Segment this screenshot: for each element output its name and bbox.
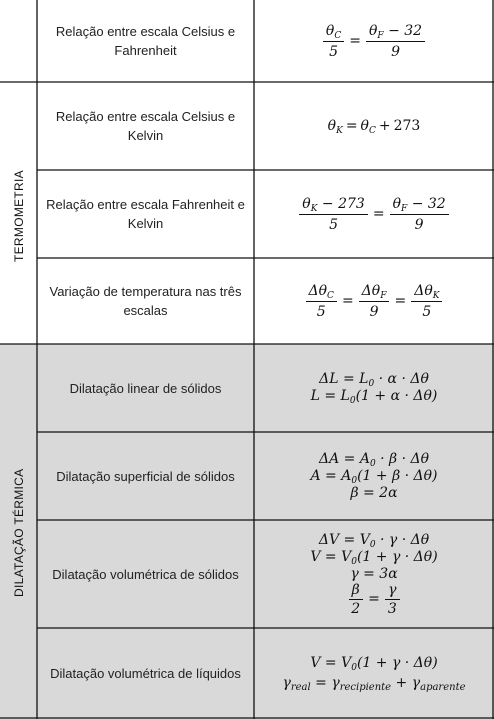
formula-fahrenheit-kelvin: $\frac{\theta_K - 273}{5}$ = $\frac{\theta_F - 32}{9}$	[297, 196, 450, 233]
row-1-formula	[254, 0, 494, 82]
formula-beta-gamma-ratio: $\frac{\beta}{2}$ = $\frac{\gamma}{3}$	[346, 583, 402, 616]
row-6-description: Dilatação superficial de sólidos	[37, 432, 254, 520]
row-1-description: Relação entre escala Celsius e Fahrenheit	[37, 0, 254, 82]
row-7-description: Dilatação volumétrica de sólidos	[37, 520, 254, 628]
formula-beta: β = 2α	[350, 484, 398, 501]
formula-superficial-final: $A = A_0(1 + \beta \cdot \Delta\theta)$	[310, 467, 438, 486]
formula-temperature-variation: $\frac{\Delta\theta_C}{5}$ = $\frac{\Delta\theta_F}{9}$ = $\frac{\Delta\theta_K}{5}$	[304, 283, 445, 320]
formula-linear-final: $L = L_0(1 + \alpha \cdot \Delta\theta)$	[310, 388, 438, 406]
row-5-description: Dilatação linear de sólidos	[37, 344, 254, 432]
row-3-formula	[254, 170, 494, 258]
formula-celsius-kelvin: $\theta_K$ = $\theta_C$ + 273	[327, 117, 421, 136]
formula-volumetric-final: $V = V_0(1 + \gamma \cdot \Delta\theta)$	[310, 549, 438, 567]
formula-volumetric-delta: $\Delta V = V_0 \cdot \gamma \cdot \Delta\theta$	[318, 532, 430, 550]
formula-superficial-delta: $\Delta A = A_0 \cdot \beta \cdot \Delta\theta$	[318, 450, 430, 469]
row-8-formula	[254, 628, 494, 719]
row-2-description: Relação entre escala Celsius e Kelvin	[37, 82, 254, 170]
row-3-description: Relação entre escala Fahrenheit e Kelvin	[37, 170, 254, 258]
row-6-formula	[254, 432, 494, 520]
row-4-formula	[254, 258, 494, 344]
formula-celsius-fahrenheit: $\frac{\theta_C}{5}$ = $\frac{\theta_F - 32}{9}$	[321, 23, 427, 60]
row-7-formula	[254, 520, 494, 628]
row-4-description: Variação de temperatura nas três escalas	[37, 258, 254, 344]
row-5-formula	[254, 344, 494, 432]
formula-gamma: γ = 3α	[350, 566, 398, 582]
section-cell-top	[0, 0, 37, 82]
formula-apparent-expansion: $\gamma_{real} = \gamma_{recipiente} + \gamma_{aparente}$	[282, 675, 466, 693]
row-8-description: Dilatação volumétrica de líquidos	[37, 628, 254, 719]
section-cell-dilatacao	[0, 344, 37, 719]
formula-linear-delta: $\Delta L = L_0 \cdot \alpha \cdot \Delta\theta$	[319, 371, 429, 389]
section-cell-termometria	[0, 82, 37, 344]
formula-liquid-volume: $V = V_0(1 + \gamma \cdot \Delta\theta)$	[310, 655, 438, 673]
section-label-termometria: TERMOMETRIA	[12, 170, 26, 262]
row-2-formula	[254, 82, 494, 170]
section-label-dilatacao-termica: DILATAÇÃO TÉRMICA	[12, 468, 26, 597]
